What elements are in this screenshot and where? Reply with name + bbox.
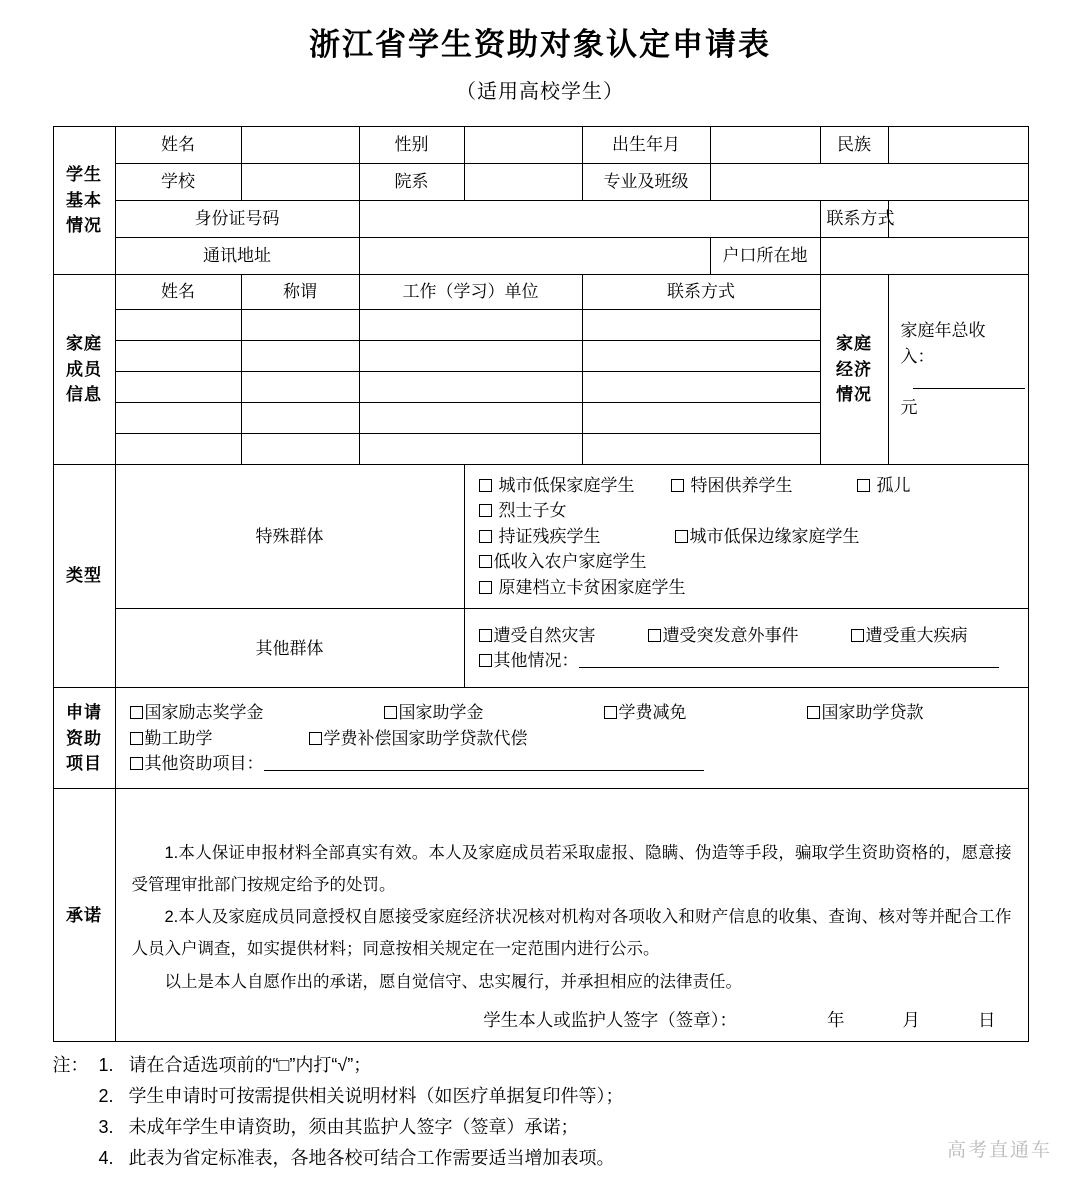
note-number: 2. (98, 1086, 114, 1107)
table-row-family-header (53, 274, 1028, 309)
section-label-aid-items: 申请 资助 项目 (53, 688, 115, 789)
label-household: 户口所在地 (710, 237, 820, 274)
checkbox-item-national-inspiration-scholarship[interactable] (130, 700, 264, 726)
field-gender[interactable] (464, 126, 582, 163)
commitment-paragraph-1: 1.本人保证申报材料全部真实有效。本人及家庭成员若采取虚报、隐瞒、伪造等手段，骗取学生资助资格的，愿意接受管理审批部门按规定给予的处罚。 (131, 843, 1012, 894)
note-text: 此表为省定标准表，各地各校可结合工作需要适当增加表项。 (128, 1148, 615, 1169)
application-form-table (53, 126, 1029, 1043)
checkbox-icon[interactable] (130, 757, 143, 770)
column-header-family-workplace: 工作（学习）单位 (359, 274, 582, 309)
checkbox-icon[interactable] (648, 629, 661, 642)
field-id-number[interactable] (359, 200, 820, 237)
label-name: 姓名 (115, 126, 241, 163)
notes-prefix-spacer (53, 1112, 99, 1143)
checkbox-item-orphan[interactable] (857, 473, 911, 499)
label-school: 学校 (115, 163, 241, 200)
field-family-relation[interactable] (241, 340, 359, 371)
checkbox-icon[interactable] (479, 581, 492, 594)
label-other-group: 其他群体 (115, 609, 464, 688)
field-family-contact[interactable] (582, 309, 820, 340)
checkbox-item-former-registered-poverty[interactable] (479, 575, 686, 601)
field-birth-date[interactable] (710, 126, 820, 163)
checkbox-icon[interactable] (807, 706, 820, 719)
checkbox-label: 城市低保边缘家庭学生 (689, 526, 860, 546)
checkbox-label: 城市低保家庭学生 (498, 475, 635, 495)
field-family-relation[interactable] (241, 433, 359, 464)
signature-day-label[interactable]: 日 (978, 1010, 996, 1030)
column-header-family-relation: 称谓 (241, 274, 359, 309)
title-block (0, 0, 1080, 104)
checkbox-icon[interactable] (130, 732, 143, 745)
column-header-family-contact: 联系方式 (582, 274, 820, 309)
page-subtitle: （适用高校学生） (456, 80, 624, 103)
annual-income-input-line[interactable] (913, 375, 1025, 390)
checkbox-label: 遭受突发意外事件 (662, 625, 799, 645)
other-group-checkbox-list (464, 609, 1028, 688)
field-department[interactable] (464, 163, 582, 200)
checkbox-item-certified-disabled[interactable] (479, 524, 601, 550)
checkbox-label: 国家助学金 (398, 703, 484, 722)
note-number: 4. (98, 1148, 114, 1169)
checkbox-icon[interactable] (479, 479, 492, 492)
signature-year-label[interactable]: 年 (827, 1010, 845, 1030)
field-family-contact[interactable] (582, 402, 820, 433)
note-item (53, 1050, 1028, 1081)
checkbox-icon[interactable] (479, 629, 492, 642)
field-address[interactable] (359, 237, 710, 274)
other-aid-input-line[interactable] (264, 756, 704, 771)
commitment-paragraph-3: 以上是本人自愿作出的承诺，愿自觉信守、忠实履行，并承担相应的法律责任。 (164, 972, 742, 991)
field-family-relation[interactable] (241, 402, 359, 433)
checkbox-item-low-income-rural[interactable] (479, 549, 647, 575)
field-family-contact[interactable] (582, 371, 820, 402)
checkbox-item-work-study[interactable] (130, 726, 213, 752)
checkbox-icon[interactable] (851, 629, 864, 642)
checkbox-item-other-situation[interactable] (479, 648, 579, 674)
section-label-student-basic: 学生 基本 情况 (53, 126, 115, 274)
field-family-contact[interactable] (582, 340, 820, 371)
field-contact[interactable] (888, 200, 1028, 237)
checkbox-label: 国家助学贷款 (821, 703, 924, 722)
checkbox-label: 学费补偿国家助学贷款代偿 (323, 728, 528, 748)
signature-label: 学生本人或监护人签字（签章）： (483, 1010, 737, 1030)
checkbox-label: 持证残疾学生 (498, 526, 601, 546)
checkbox-label: 孤儿 (876, 475, 911, 495)
checkbox-label: 低收入农户家庭学生 (493, 552, 647, 572)
checkbox-label: 学费减免 (618, 703, 687, 722)
checkbox-item-extreme-poverty-support[interactable] (671, 473, 793, 499)
other-situation-input-line[interactable] (579, 653, 999, 668)
note-item (53, 1112, 1028, 1143)
note-number: 1. (98, 1055, 114, 1076)
field-family-relation[interactable] (241, 309, 359, 340)
label-address: 通讯地址 (115, 237, 359, 274)
checkbox-icon[interactable] (309, 732, 322, 745)
field-family-name[interactable] (115, 309, 241, 340)
checkbox-item-urban-marginal-subsistence[interactable] (675, 524, 860, 550)
checkbox-item-other-aid[interactable] (130, 751, 264, 777)
checkbox-icon[interactable] (857, 479, 870, 492)
section-label-family: 家庭 成员 信息 (53, 274, 115, 464)
field-family-workplace[interactable] (359, 340, 582, 371)
checkbox-label: 国家励志奖学金 (144, 703, 264, 722)
checkbox-icon[interactable] (604, 706, 617, 719)
table-row-student-address (53, 237, 1028, 274)
label-birth-date: 出生年月 (582, 126, 710, 163)
checkbox-item-national-student-loan[interactable] (807, 700, 924, 726)
label-major-class: 专业及班级 (582, 163, 710, 200)
note-text: 学生申请时可按需提供相关说明材料（如医疗单据复印件等）； (128, 1086, 624, 1107)
label-contact: 联系方式 (820, 200, 888, 237)
field-family-name[interactable] (115, 371, 241, 402)
field-major-class[interactable] (710, 163, 1028, 200)
checkbox-item-urban-subsistence[interactable] (479, 473, 635, 499)
column-header-family-name: 姓名 (115, 274, 241, 309)
checkbox-label: 烈士子女 (498, 501, 567, 521)
checkbox-item-tuition-reduction[interactable] (604, 700, 687, 726)
field-family-workplace[interactable] (359, 433, 582, 464)
checkbox-icon[interactable] (479, 504, 492, 517)
checkbox-label: 其他情况： (493, 651, 579, 671)
checkbox-label: 特困供养学生 (690, 475, 793, 495)
label-ethnicity: 民族 (820, 126, 888, 163)
field-family-name[interactable] (115, 402, 241, 433)
checkbox-icon[interactable] (479, 654, 492, 667)
label-special-group: 特殊群体 (115, 464, 464, 609)
checkbox-item-martyr-child[interactable] (479, 498, 567, 524)
checkbox-icon[interactable] (675, 530, 688, 543)
field-family-name[interactable] (115, 433, 241, 464)
label-id-number: 身份证号码 (115, 200, 359, 237)
note-item (53, 1143, 1028, 1174)
field-family-workplace[interactable] (359, 402, 582, 433)
watermark: 高考直通车 (946, 1140, 1052, 1161)
field-family-name[interactable] (115, 340, 241, 371)
note-text: 请在合适选项前的“□”内打“√”； (128, 1055, 372, 1076)
note-number: 3. (98, 1117, 114, 1138)
label-department: 院系 (359, 163, 464, 200)
label-annual-income: 家庭年总收入： (900, 321, 986, 366)
table-row-other-groups (53, 609, 1028, 688)
table-row-special-groups (53, 464, 1028, 609)
checkbox-label: 勤工助学 (144, 728, 213, 748)
checkbox-item-natural-disaster[interactable] (479, 623, 596, 649)
notes-prefix: 注： (52, 1055, 89, 1076)
section-label-family-economy: 家庭 经济 情况 (820, 274, 888, 464)
note-item (53, 1081, 1028, 1112)
table-row-aid-items (53, 688, 1028, 789)
table-row-student-school (53, 163, 1028, 200)
field-family-relation[interactable] (241, 371, 359, 402)
checkbox-icon[interactable] (671, 479, 684, 492)
section-label-commitment: 承诺 (53, 789, 115, 1042)
checkbox-label: 遭受重大疾病 (865, 625, 968, 645)
checkbox-label: 其他资助项目： (144, 754, 264, 773)
notes-block (53, 1050, 1028, 1174)
label-income-unit: 元 (900, 397, 918, 417)
field-school[interactable] (241, 163, 359, 200)
field-ethnicity[interactable] (888, 126, 1028, 163)
note-text: 未成年学生申请资助，须由其监护人签字（签章）承诺； (128, 1117, 579, 1138)
notes-prefix-spacer (53, 1143, 99, 1174)
field-name[interactable] (241, 126, 359, 163)
checkbox-item-tuition-compensation-loan-repayment[interactable] (309, 726, 528, 752)
special-group-checkbox-list (464, 464, 1028, 609)
field-family-workplace[interactable] (359, 309, 582, 340)
form-table-wrapper (53, 126, 1028, 1043)
checkbox-label: 遭受自然灾害 (493, 625, 596, 645)
checkbox-item-national-grant[interactable] (384, 700, 484, 726)
page-title: 浙江省学生资助对象认定申请表 (309, 27, 771, 62)
checkbox-icon[interactable] (130, 706, 143, 719)
field-family-contact[interactable] (582, 433, 820, 464)
table-row-student-id (53, 200, 1028, 237)
checkbox-icon[interactable] (384, 706, 397, 719)
commitment-content (115, 789, 1028, 1042)
field-household[interactable] (820, 237, 1028, 274)
checkbox-label: 原建档立卡贫困家庭学生 (498, 577, 686, 597)
checkbox-item-sudden-accident[interactable] (648, 623, 799, 649)
label-gender: 性别 (359, 126, 464, 163)
signature-month-label[interactable]: 月 (902, 1010, 920, 1030)
checkbox-item-major-illness[interactable] (851, 623, 968, 649)
checkbox-icon[interactable] (479, 555, 492, 568)
signature-row (132, 1007, 1012, 1033)
field-family-workplace[interactable] (359, 371, 582, 402)
notes-prefix-spacer (53, 1081, 99, 1112)
table-row-student-name (53, 126, 1028, 163)
checkbox-icon[interactable] (479, 530, 492, 543)
table-row-commitment (53, 789, 1028, 1042)
commitment-paragraph-2: 2.本人及家庭成员同意授权自愿接受家庭经济状况核对机构对各项收入和财产信息的收集、查询、核对等并配合工作人员入户调查，如实提供材料；同意按相关规定在一定范围内进行公示。 (131, 908, 1012, 959)
section-label-type: 类型 (53, 464, 115, 688)
aid-items-checkbox-list (115, 688, 1028, 789)
field-annual-income[interactable] (888, 274, 1028, 464)
